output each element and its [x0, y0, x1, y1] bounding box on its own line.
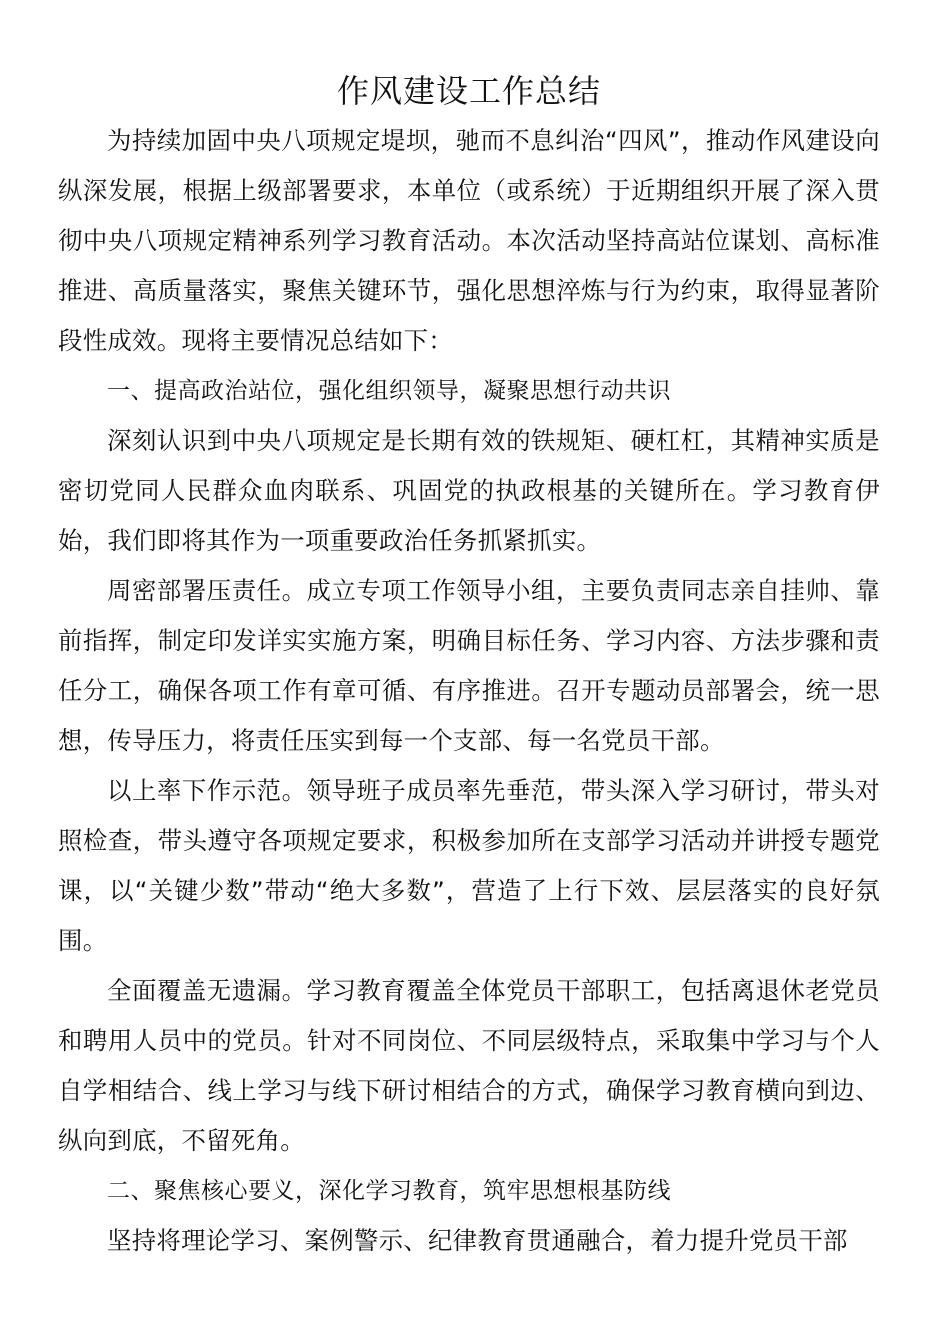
document-title: 作风建设工作总结 [336, 72, 601, 110]
body-paragraph: 深刻认识到中央八项规定是长期有效的铁规矩、硬杠杠，其精神实质是密切党同人民群众血肉联系、巩固党的执政根基的关键所在。学习教育伊始，我们即将其作为一项重要政治任务抓紧抓实。 [58, 426, 880, 555]
body-paragraph: 全面覆盖无遗漏。学习教育覆盖全体党员干部职工，包括离退休老党员和聘用人员中的党员。针对不同岗位、不同层级特点，采取集中学习与个人自学相结合、线上学习与线下研讨相结合的方式，确保学习教育横向到边、纵向到底，不留死角。 [58, 976, 880, 1155]
body-paragraph: 坚持将理论学习、案例警示、纪律教育贯通融合，着力提升党员干部 [107, 1226, 848, 1255]
body-paragraph: 周密部署压责任。成立专项工作领导小组，主要负责同志亲自挂帅、靠前指挥，制定印发详实实施方案，明确目标任务、学习内容、方法步骤和责任分工，确保各项工作有章可循、有序推进。召开专题动员部署会，统一思想，传导压力，将责任压实到每一个支部、每一名党员干部。 [58, 576, 880, 755]
section-heading-2: 二、聚焦核心要义，深化学习教育，筑牢思想根基防线 [107, 1178, 671, 1204]
body-paragraph: 以上率下作示范。领导班子成员率先垂范，带头深入学习研讨，带头对照检查，带头遵守各项规定要求，积极参加所在支部学习活动并讲授专题党课，以“关键少数”带动“绝大多数”，营造了上行下效、层层落实的良好氛围。 [58, 776, 880, 955]
document-page [58, 66, 880, 1266]
intro-paragraph: 为持续加固中央八项规定堤坝，驰而不息纠治“四风”，推动作风建设向纵深发展，根据上级部署要求，本单位（或系统）于近期组织开展了深入贯彻中央八项规定精神系列学习教育活动。本次活动坚持高站位谋划、高标准推进、高质量落实，聚焦关键环节，强化思想淬炼与行为约束，取得显著阶段性成效。现将主要情况总结如下： [58, 126, 880, 355]
section-heading-1: 一、提高政治站位，强化组织领导，凝聚思想行动共识 [107, 378, 671, 404]
